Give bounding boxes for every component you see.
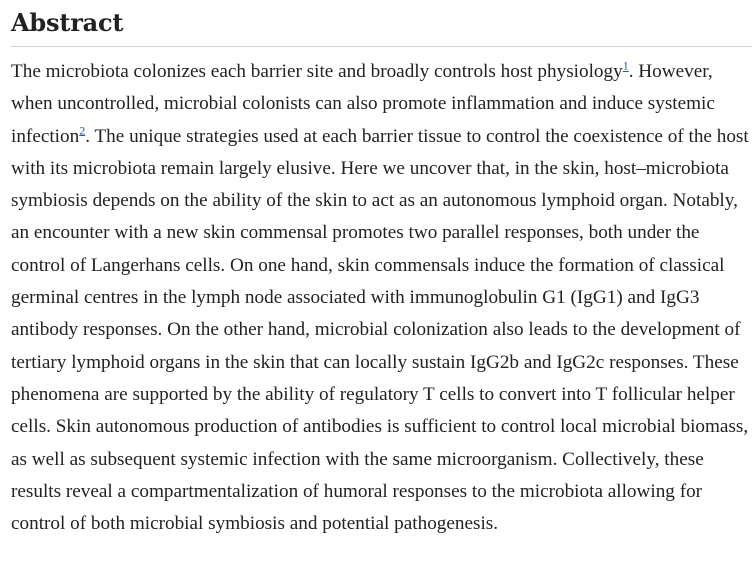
abstract-text-part-3: . The unique strategies used at each barrier tissue to control the coexistence of the host with its microbiota remain largely elusive. Here we uncover that, in the skin, host–microbiota symbiosis depends on the ability of the skin to act as an autonomous lymphoid organ. Notably, an encounter with a new skin commensal promotes two parallel responses, both under the control of Langerhans cells. On one hand, skin commensals induce the formation of classical germinal centres in the lymph node associated with immunoglobulin G1 (IgG1) and IgG3 antibody responses. On the other hand, microbial colonization also leads to the development of tertiary lymphoid organs in the skin that can locally sustain IgG2b and IgG2c responses. These phenomena are supported by the ability of regulatory T cells to convert into T follicular helper cells. Skin autonomous production of antibodies is sufficient to control local microbial biomass, as well as subsequent systemic infection with the same microorganism. Collectively, these results reveal a compartmentalization of humoral responses to the microbiota allowing for control of both microbial symbiosis and potential pathogenesis. xyxy=(11,125,749,535)
section-heading: Abstract xyxy=(11,8,124,37)
abstract-text-part-1: The microbiota colonizes each barrier site and broadly controls host physiology xyxy=(11,61,623,82)
abstract-paragraph xyxy=(11,56,751,540)
reference-link-2[interactable]: 2 xyxy=(79,123,86,138)
abstract-text-part-2: . However, when uncontrolled, microbial colonists can also promote inflammation and induce systemic infection xyxy=(11,61,715,147)
heading-divider xyxy=(11,46,752,47)
abstract-section xyxy=(11,0,751,540)
reference-link-1[interactable]: 1 xyxy=(622,58,629,73)
